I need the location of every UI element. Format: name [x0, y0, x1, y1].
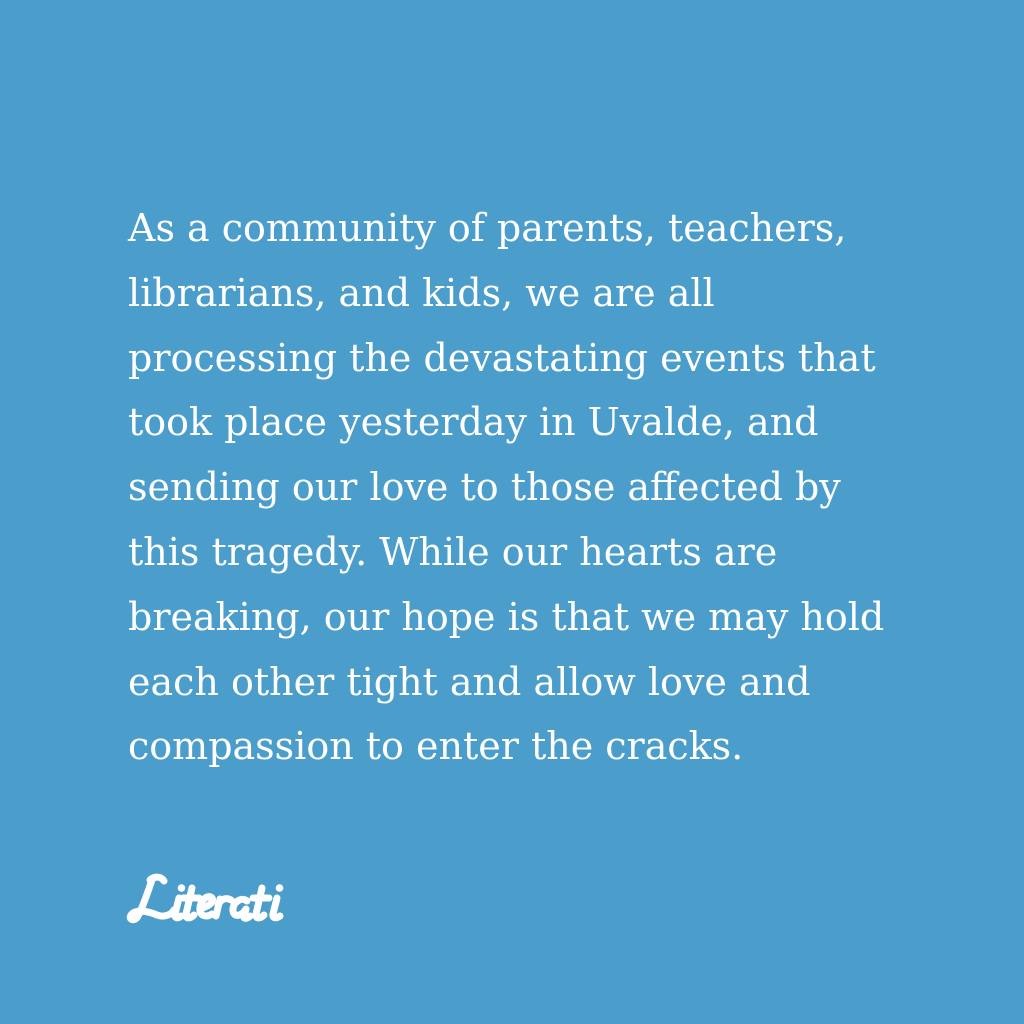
- literati-logo: [126, 866, 306, 926]
- statement-text: [128, 196, 918, 779]
- statement-line: librarians, and kids, we are all: [128, 270, 715, 315]
- statement-line: this tragedy. While our hearts are: [128, 529, 778, 574]
- statement-line: processing the devastating events that: [128, 335, 876, 380]
- statement-line: sending our love to those affected by: [128, 465, 841, 510]
- statement-line: took place yesterday in Uvalde, and: [128, 400, 819, 445]
- statement-line: compassion to enter the cracks.: [128, 724, 744, 769]
- statement-line: breaking, our hope is that we may hold: [128, 594, 885, 639]
- statement-line: As a community of parents, teachers,: [128, 206, 847, 250]
- statement-line: each other tight and allow love and: [128, 659, 811, 704]
